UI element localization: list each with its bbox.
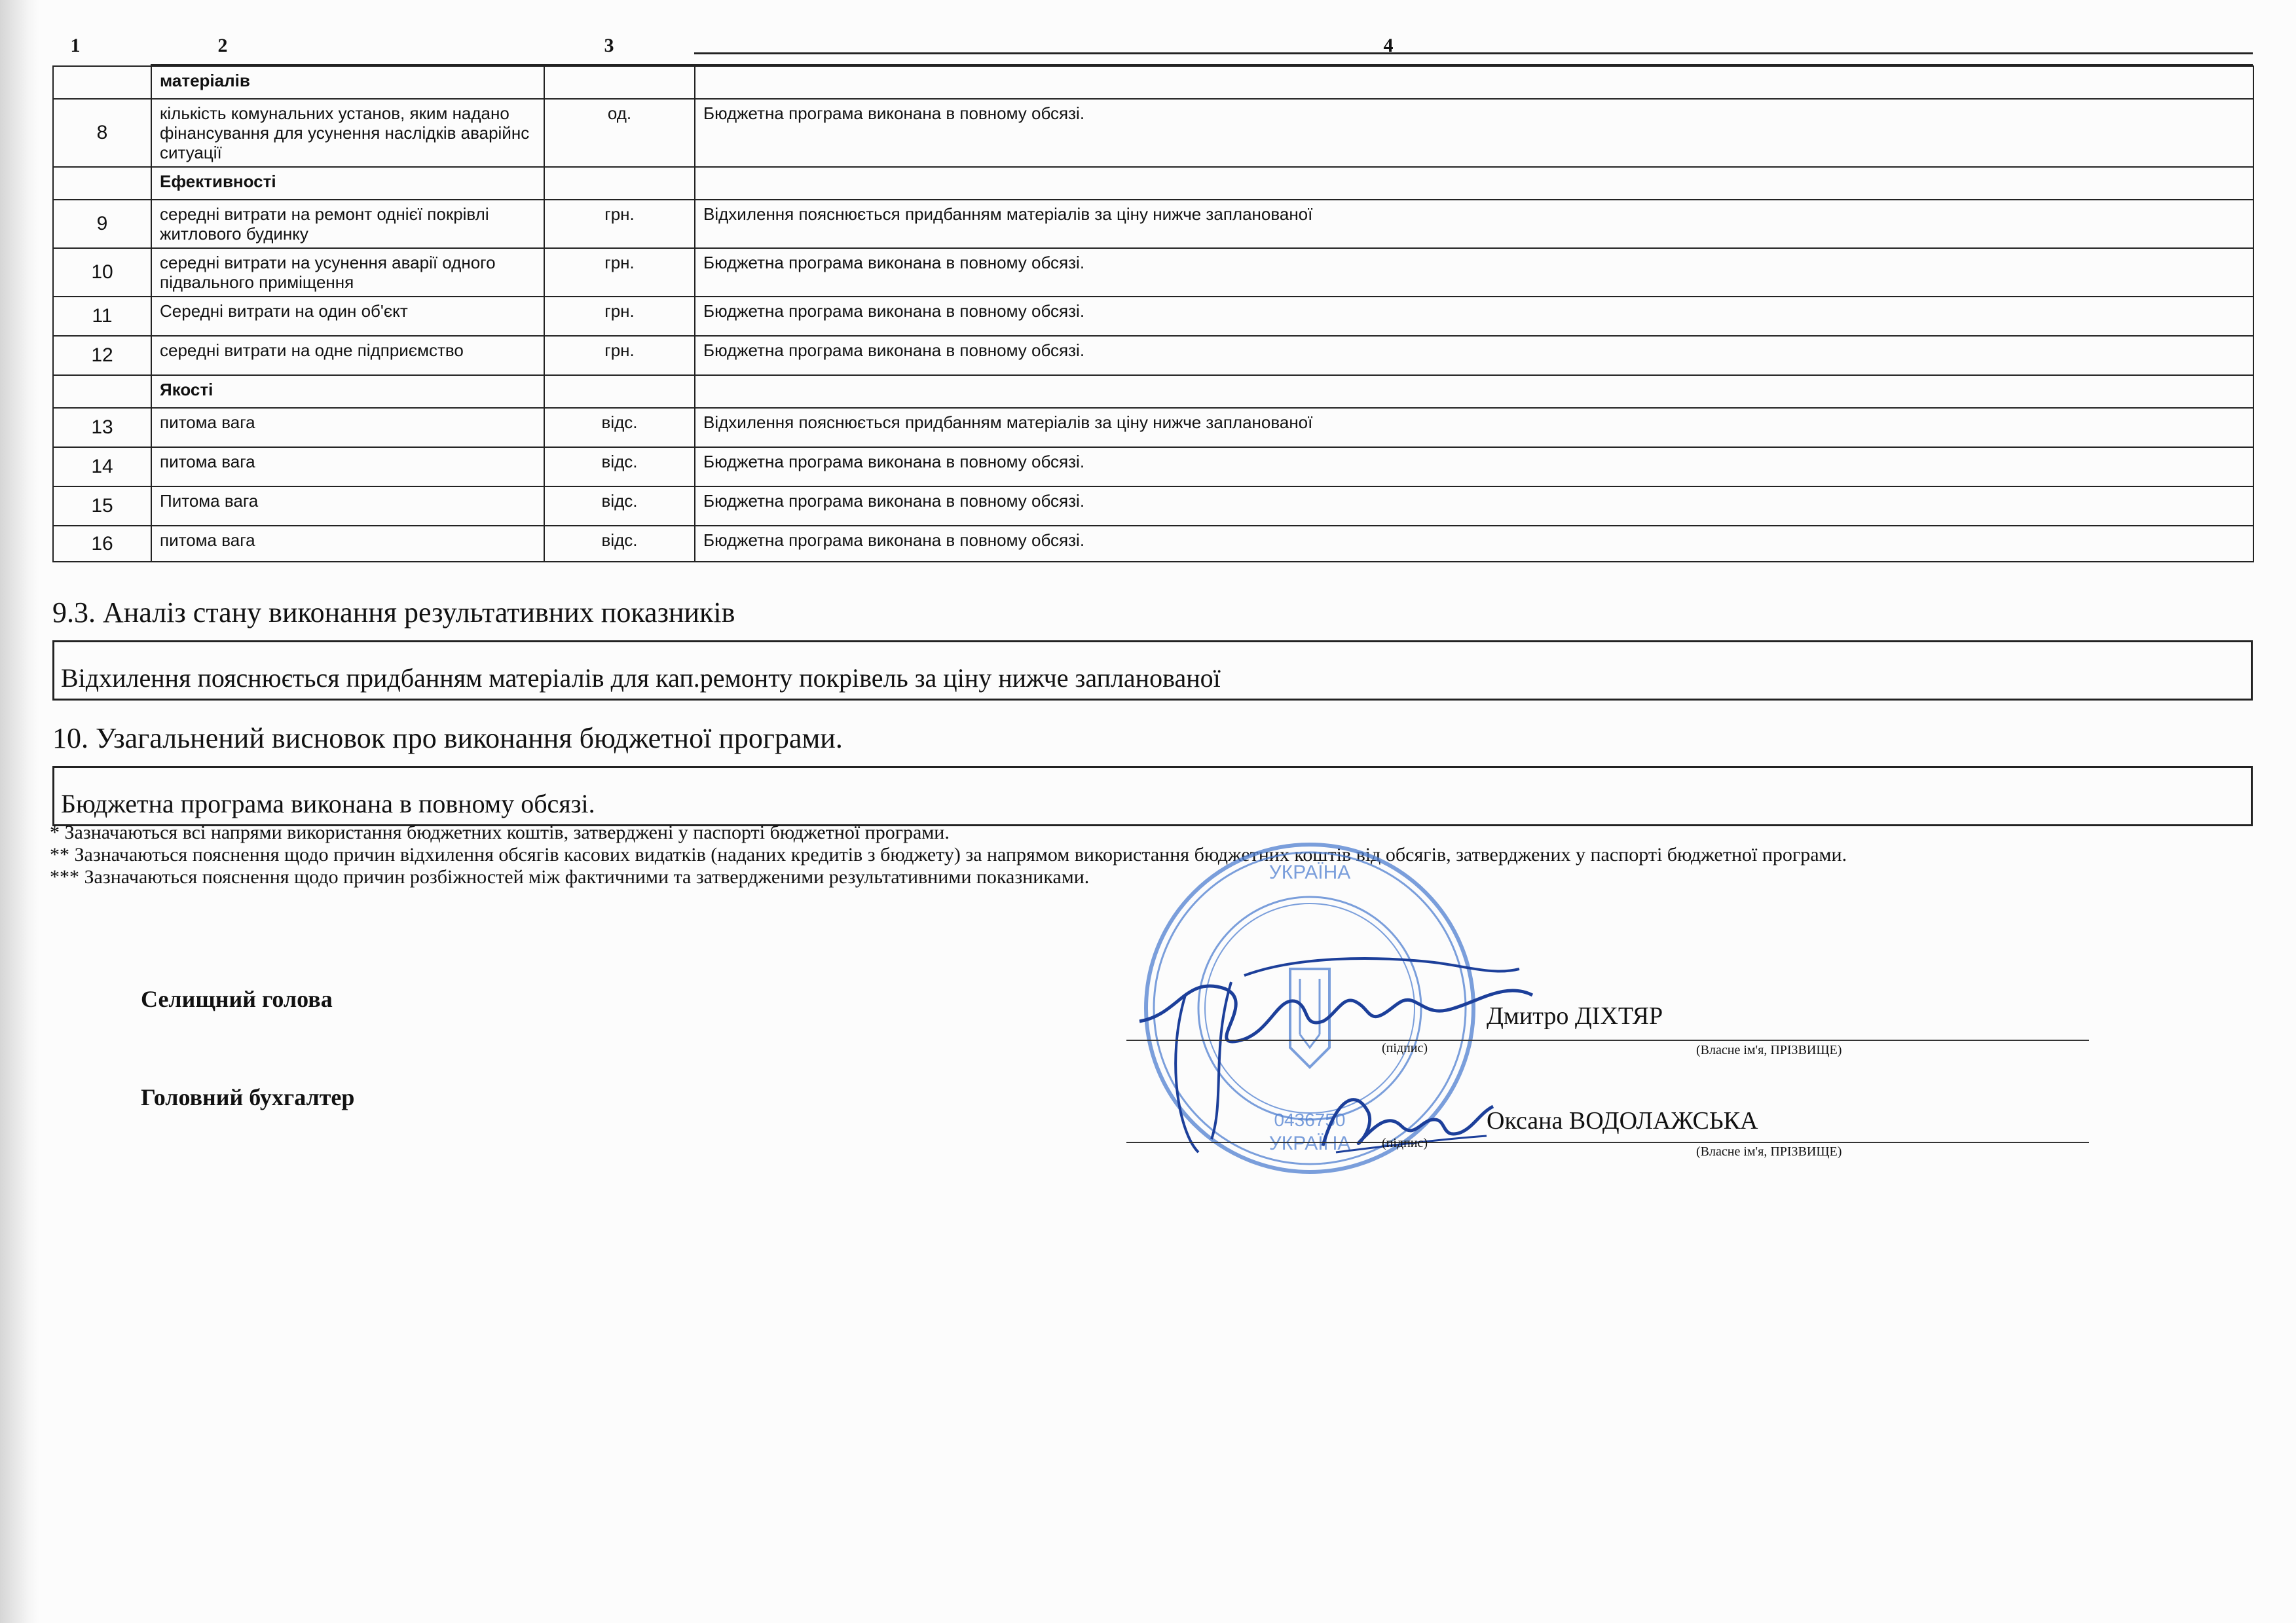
head-role: Селищний голова	[141, 986, 333, 1012]
seal-top-text: УКРАЇНА	[1268, 862, 1351, 883]
deviation-explanation: Бюджетна програма виконана в повному обсязі.	[695, 526, 2253, 562]
unit-of-measure: грн.	[544, 248, 695, 297]
deviation-explanation: Бюджетна програма виконана в повному обсязі.	[695, 99, 2253, 167]
indicator-name: Середні витрати на один об'єкт	[151, 297, 544, 336]
unit-of-measure: відс.	[544, 486, 695, 526]
row-number	[53, 167, 151, 200]
table-section-row	[53, 66, 2253, 99]
col-2-header: 2	[217, 35, 228, 56]
unit-of-measure: відс.	[544, 408, 695, 447]
head-signature-line	[1126, 1040, 2089, 1041]
header-top-rule	[694, 52, 2253, 54]
indicator-name: середні витрати на одне підприємство	[151, 336, 544, 375]
table-row	[53, 486, 2253, 526]
indicator-name: Ефективності	[151, 167, 544, 200]
indicator-name: Питома вага	[151, 486, 544, 526]
table-row	[53, 99, 2253, 167]
deviation-explanation: Бюджетна програма виконана в повному обсязі.	[695, 447, 2253, 486]
footnotes	[50, 822, 1847, 888]
row-number	[53, 66, 151, 99]
row-number: 11	[53, 297, 151, 336]
accountant-role: Головний бухгалтер	[141, 1084, 355, 1110]
indicator-name: Якості	[151, 375, 544, 408]
row-number: 15	[53, 486, 151, 526]
col-1-header: 1	[70, 35, 81, 56]
footnote-3: *** Зазначаються пояснення щодо причин розбіжностей між фактичними та затвердженими результативними показниками.	[50, 866, 1090, 888]
unit-of-measure: відс.	[544, 447, 695, 486]
table-column-header	[52, 25, 2253, 67]
indicator-name: кількість комунальних установ, яким надано фінансування для усунення наслідків аварійнс ситуації	[151, 99, 544, 167]
unit-of-measure	[544, 167, 695, 200]
indicator-name: середні витрати на усунення аварії одного підвального приміщення	[151, 248, 544, 297]
unit-of-measure: од.	[544, 99, 695, 167]
indicator-name: середні витрати на ремонт однієї покрівлі житлового будинку	[151, 200, 544, 248]
table-row	[53, 526, 2253, 562]
deviation-explanation	[695, 66, 2253, 99]
seal-code-text: 0436750	[1274, 1110, 1346, 1130]
section-9-3-text: Відхилення пояснюється придбанням матеріалів для кап.ремонту покрівель за ціну нижче запланованої	[61, 663, 1221, 693]
section-9-3-title: 9.3. Аналіз стану виконання результативних показників	[52, 596, 735, 629]
deviation-explanation: Бюджетна програма виконана в повному обсязі.	[695, 297, 2253, 336]
section-9-3-box	[52, 640, 2253, 701]
deviation-explanation: Бюджетна програма виконана в повному обсязі.	[695, 486, 2253, 526]
indicator-name: питома вага	[151, 447, 544, 486]
row-number: 8	[53, 99, 151, 167]
footnote-2: ** Зазначаються пояснення щодо причин відхилення обсягів касових видатків (наданих кредитів з бюджету) за напрямом використання бюджетних коштів від обсягів, затверджених у паспорті бюджетної програми.	[50, 844, 1847, 866]
deviation-explanation: Відхилення пояснюється придбанням матеріалів за ціну нижче запланованої	[695, 408, 2253, 447]
accountant-signature-line	[1126, 1142, 2089, 1143]
row-number: 16	[53, 526, 151, 562]
col-3-header: 3	[604, 35, 614, 56]
indicator-name: матеріалів	[151, 66, 544, 99]
row-number: 13	[53, 408, 151, 447]
table-row	[53, 447, 2253, 486]
section-10-box	[52, 766, 2253, 826]
table-row	[53, 248, 2253, 297]
unit-of-measure	[544, 66, 695, 99]
deviation-explanation	[695, 375, 2253, 408]
indicators-table	[52, 65, 2254, 562]
indicator-name: питома вага	[151, 408, 544, 447]
head-name-caption: (Власне ім'я, ПРІЗВИЩЕ)	[1696, 1043, 1842, 1057]
table-row	[53, 297, 2253, 336]
scan-edge-shadow	[0, 0, 39, 1623]
row-number: 10	[53, 248, 151, 297]
head-sign-caption: (підпис)	[1382, 1041, 1428, 1055]
table-row	[53, 336, 2253, 375]
table-section-row	[53, 167, 2253, 200]
unit-of-measure	[544, 375, 695, 408]
seal-bottom-text: УКРАЇНА	[1268, 1133, 1351, 1154]
deviation-explanation: Відхилення пояснюється придбанням матеріалів за ціну нижче запланованої	[695, 200, 2253, 248]
footnote-1: * Зазначаються всі напрями використання бюджетних коштів, затверджені у паспорті бюджетної програми.	[50, 822, 950, 843]
table-section-row	[53, 375, 2253, 408]
accountant-sign-caption: (підпис)	[1382, 1136, 1428, 1150]
accountant-signature-icon	[1310, 1074, 1506, 1165]
head-name: Дмитро ДІХТЯР	[1487, 1002, 1663, 1030]
table-row	[53, 200, 2253, 248]
col-4-header: 4	[1383, 35, 1394, 56]
deviation-explanation	[695, 167, 2253, 200]
section-10-text: Бюджетна програма виконана в повному обсязі.	[61, 789, 595, 818]
deviation-explanation: Бюджетна програма виконана в повному обсязі.	[695, 248, 2253, 297]
row-number: 14	[53, 447, 151, 486]
deviation-explanation: Бюджетна програма виконана в повному обсязі.	[695, 336, 2253, 375]
unit-of-measure: грн.	[544, 200, 695, 248]
section-10-title: 10. Узагальнений висновок про виконання бюджетної програми.	[52, 722, 843, 754]
unit-of-measure: грн.	[544, 336, 695, 375]
unit-of-measure: відс.	[544, 526, 695, 562]
row-number: 12	[53, 336, 151, 375]
row-number	[53, 375, 151, 408]
table-row	[53, 408, 2253, 447]
accountant-name-caption: (Власне ім'я, ПРІЗВИЩЕ)	[1696, 1144, 1842, 1159]
unit-of-measure: грн.	[544, 297, 695, 336]
row-number: 9	[53, 200, 151, 248]
indicator-name: питома вага	[151, 526, 544, 562]
accountant-name: Оксана ВОДОЛАЖСЬКА	[1487, 1107, 1758, 1135]
